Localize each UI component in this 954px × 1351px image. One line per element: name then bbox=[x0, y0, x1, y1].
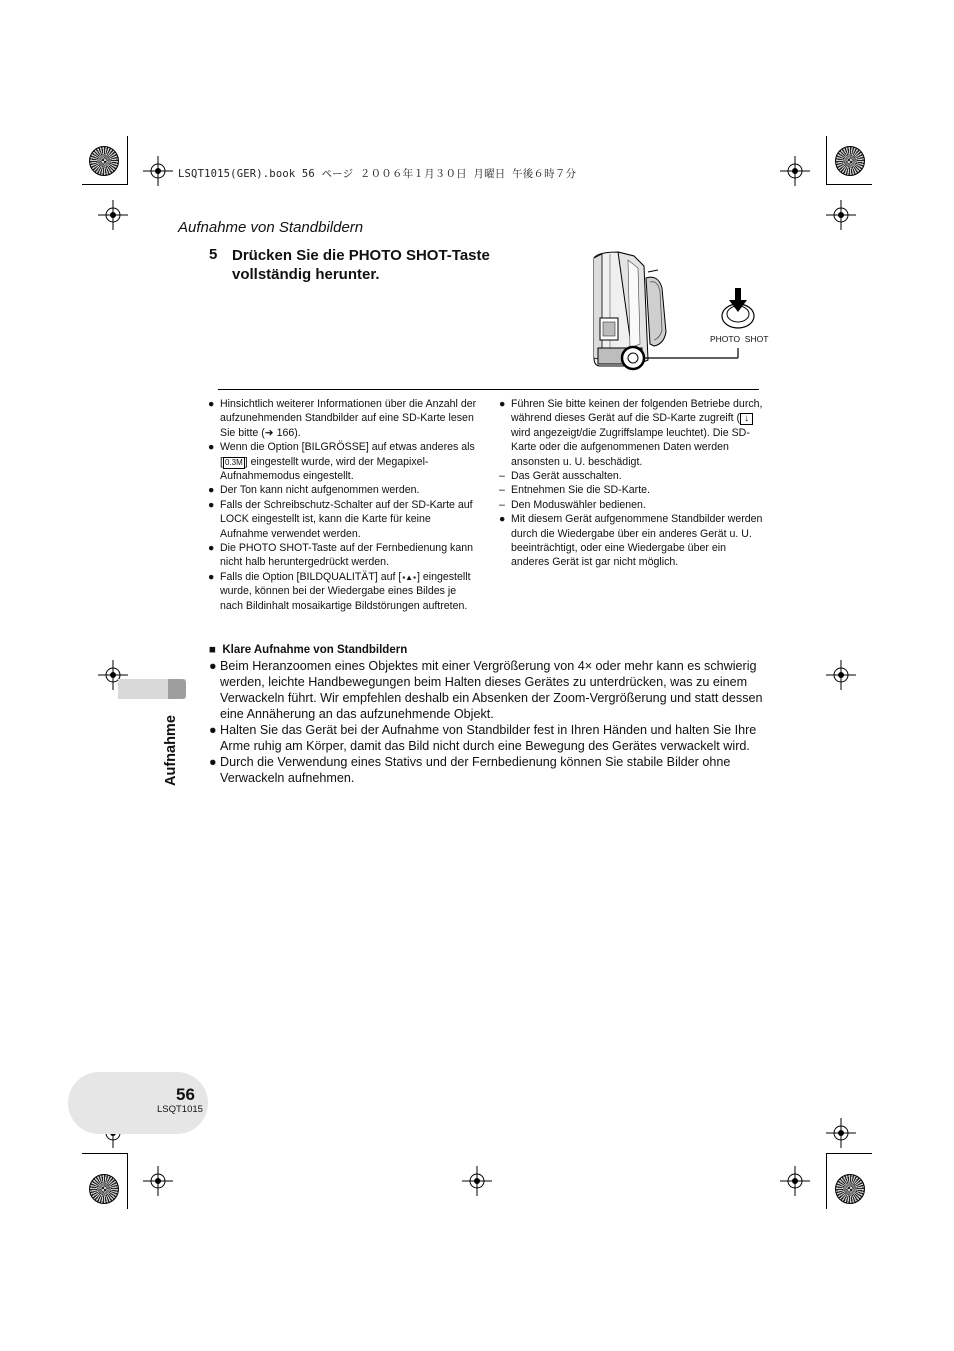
page-number: 56 bbox=[176, 1085, 195, 1104]
notes-right bbox=[499, 397, 763, 570]
registration-mark-icon bbox=[826, 1118, 856, 1148]
color-target-icon bbox=[835, 1174, 865, 1204]
megapixel-icon: 0.3M bbox=[224, 457, 243, 467]
registration-mark-icon bbox=[462, 1166, 492, 1196]
list-item: ● Der Ton kann nicht aufgenommen werden. bbox=[208, 484, 420, 497]
camcorder-illustration bbox=[588, 248, 768, 372]
list-item: – Den Moduswähler bedienen. bbox=[499, 498, 646, 511]
clear-section-list bbox=[209, 658, 769, 786]
registration-mark-icon bbox=[143, 156, 173, 186]
list-item: ● Hinsichtlich weiterer Informationen über die Anzahl der aufzunehmenden Standbilder auf eine SD-Karte lesen Sie bitte (➜ 166). bbox=[208, 398, 477, 439]
registration-mark-icon bbox=[780, 1166, 810, 1196]
list-item: ● Führen Sie bitte keinen der folgenden Betriebe durch, während dieses Gerät auf die SD-Karte zugreift ( ↓ wird angezeigt/die Zugriffslampe leuchtet). Die SD-Karte oder die aufgenommenen Daten werden ansonsten u. U. beschädigt. bbox=[499, 398, 763, 468]
list-item: ● Wenn die Option [BILGRÖSSE] auf etwas anderes als [ 0.3M ] eingestellt wurde, wird der Megapixel-Aufnahmemodus eingestellt. bbox=[208, 441, 475, 483]
color-target-icon bbox=[89, 146, 119, 176]
section-title: Aufnahme von Standbildern bbox=[178, 219, 364, 236]
list-item: ● Beim Heranzoomen eines Objektes mit einer Vergrößerung von 4× oder mehr kann es schwierig werden, leichte Handbewegungen beim Halten dieses Gerätes zu unterdrücken, was zu einem Verwackeln führt. Wir empfehlen deshalb ein Absenken der Zoom-Vergrößerung und statt dessen eine Annäherung an das aufzunehmende Objekt. bbox=[209, 659, 763, 721]
list-item: ● Durch die Verwendung eines Stativs und der Fernbedienung können Sie stabile Bilder ohne Verwackeln aufnehmen. bbox=[209, 755, 731, 785]
divider bbox=[218, 389, 759, 390]
color-target-icon bbox=[835, 146, 865, 176]
registration-mark-icon bbox=[98, 200, 128, 230]
list-item: ● Falls der Schreibschutz-Schalter auf der SD-Karte auf LOCK eingestellt ist, kann die Karte für keine Aufnahme verwendet werden. bbox=[208, 498, 473, 540]
list-item: ● Mit diesem Gerät aufgenommene Standbilder werden durch die Wiedergabe über ein anderes Gerät u. U. beeinträchtigt, oder eine Wiedergabe über ein anderes Gerät ist gar nicht möglich. bbox=[499, 513, 763, 569]
notes-left bbox=[208, 397, 480, 613]
chapter-label: Aufnahme bbox=[163, 715, 179, 786]
list-item: – Das Gerät ausschalten. bbox=[499, 470, 622, 483]
color-target-icon bbox=[89, 1174, 119, 1204]
list-item: ● Halten Sie das Gerät bei der Aufnahme von Standbilder fest in Ihren Händen und halten Sie Ihre Arme ruhig am Körper, damit das Bild nicht durch eine Bewegung des Gerätes verwackelt wird. bbox=[209, 723, 757, 753]
list-item: ● Die PHOTO SHOT-Taste auf der Fernbedienung kann nicht halb heruntergedrückt werden. bbox=[208, 542, 474, 569]
photo-shot-label: PHOTO SHOT bbox=[710, 334, 769, 344]
picture-quality-icon: ▪▲▪ bbox=[402, 572, 416, 582]
registration-mark-icon bbox=[780, 156, 810, 186]
registration-mark-icon bbox=[826, 200, 856, 230]
document-code: LSQT1015 bbox=[157, 1104, 203, 1115]
step-number: 5 bbox=[209, 246, 218, 263]
list-item: ● Falls die Option [BILDQUALITÄT] auf [▪▲▪] eingestellt wurde, können bei der Wiedergabe eines Bildes je nach Bildinhalt mosaikartige Bildstörungen auftreten. bbox=[208, 570, 471, 612]
card-access-icon: ↓ bbox=[740, 413, 753, 425]
registration-mark-icon bbox=[143, 1166, 173, 1196]
list-item: – Entnehmen Sie die SD-Karte. bbox=[499, 484, 650, 497]
chapter-tab-marker bbox=[168, 679, 186, 699]
file-header: LSQT1015(GER).book 56 ページ ２００６年１月３０日 月曜日 午後６時７分 bbox=[178, 168, 577, 180]
step-text: Drücken Sie die PHOTO SHOT-Taste vollständig herunter. bbox=[232, 247, 490, 283]
registration-mark-icon bbox=[826, 660, 856, 690]
clear-section-heading: ■ Klare Aufnahme von Standbildern bbox=[209, 644, 408, 656]
